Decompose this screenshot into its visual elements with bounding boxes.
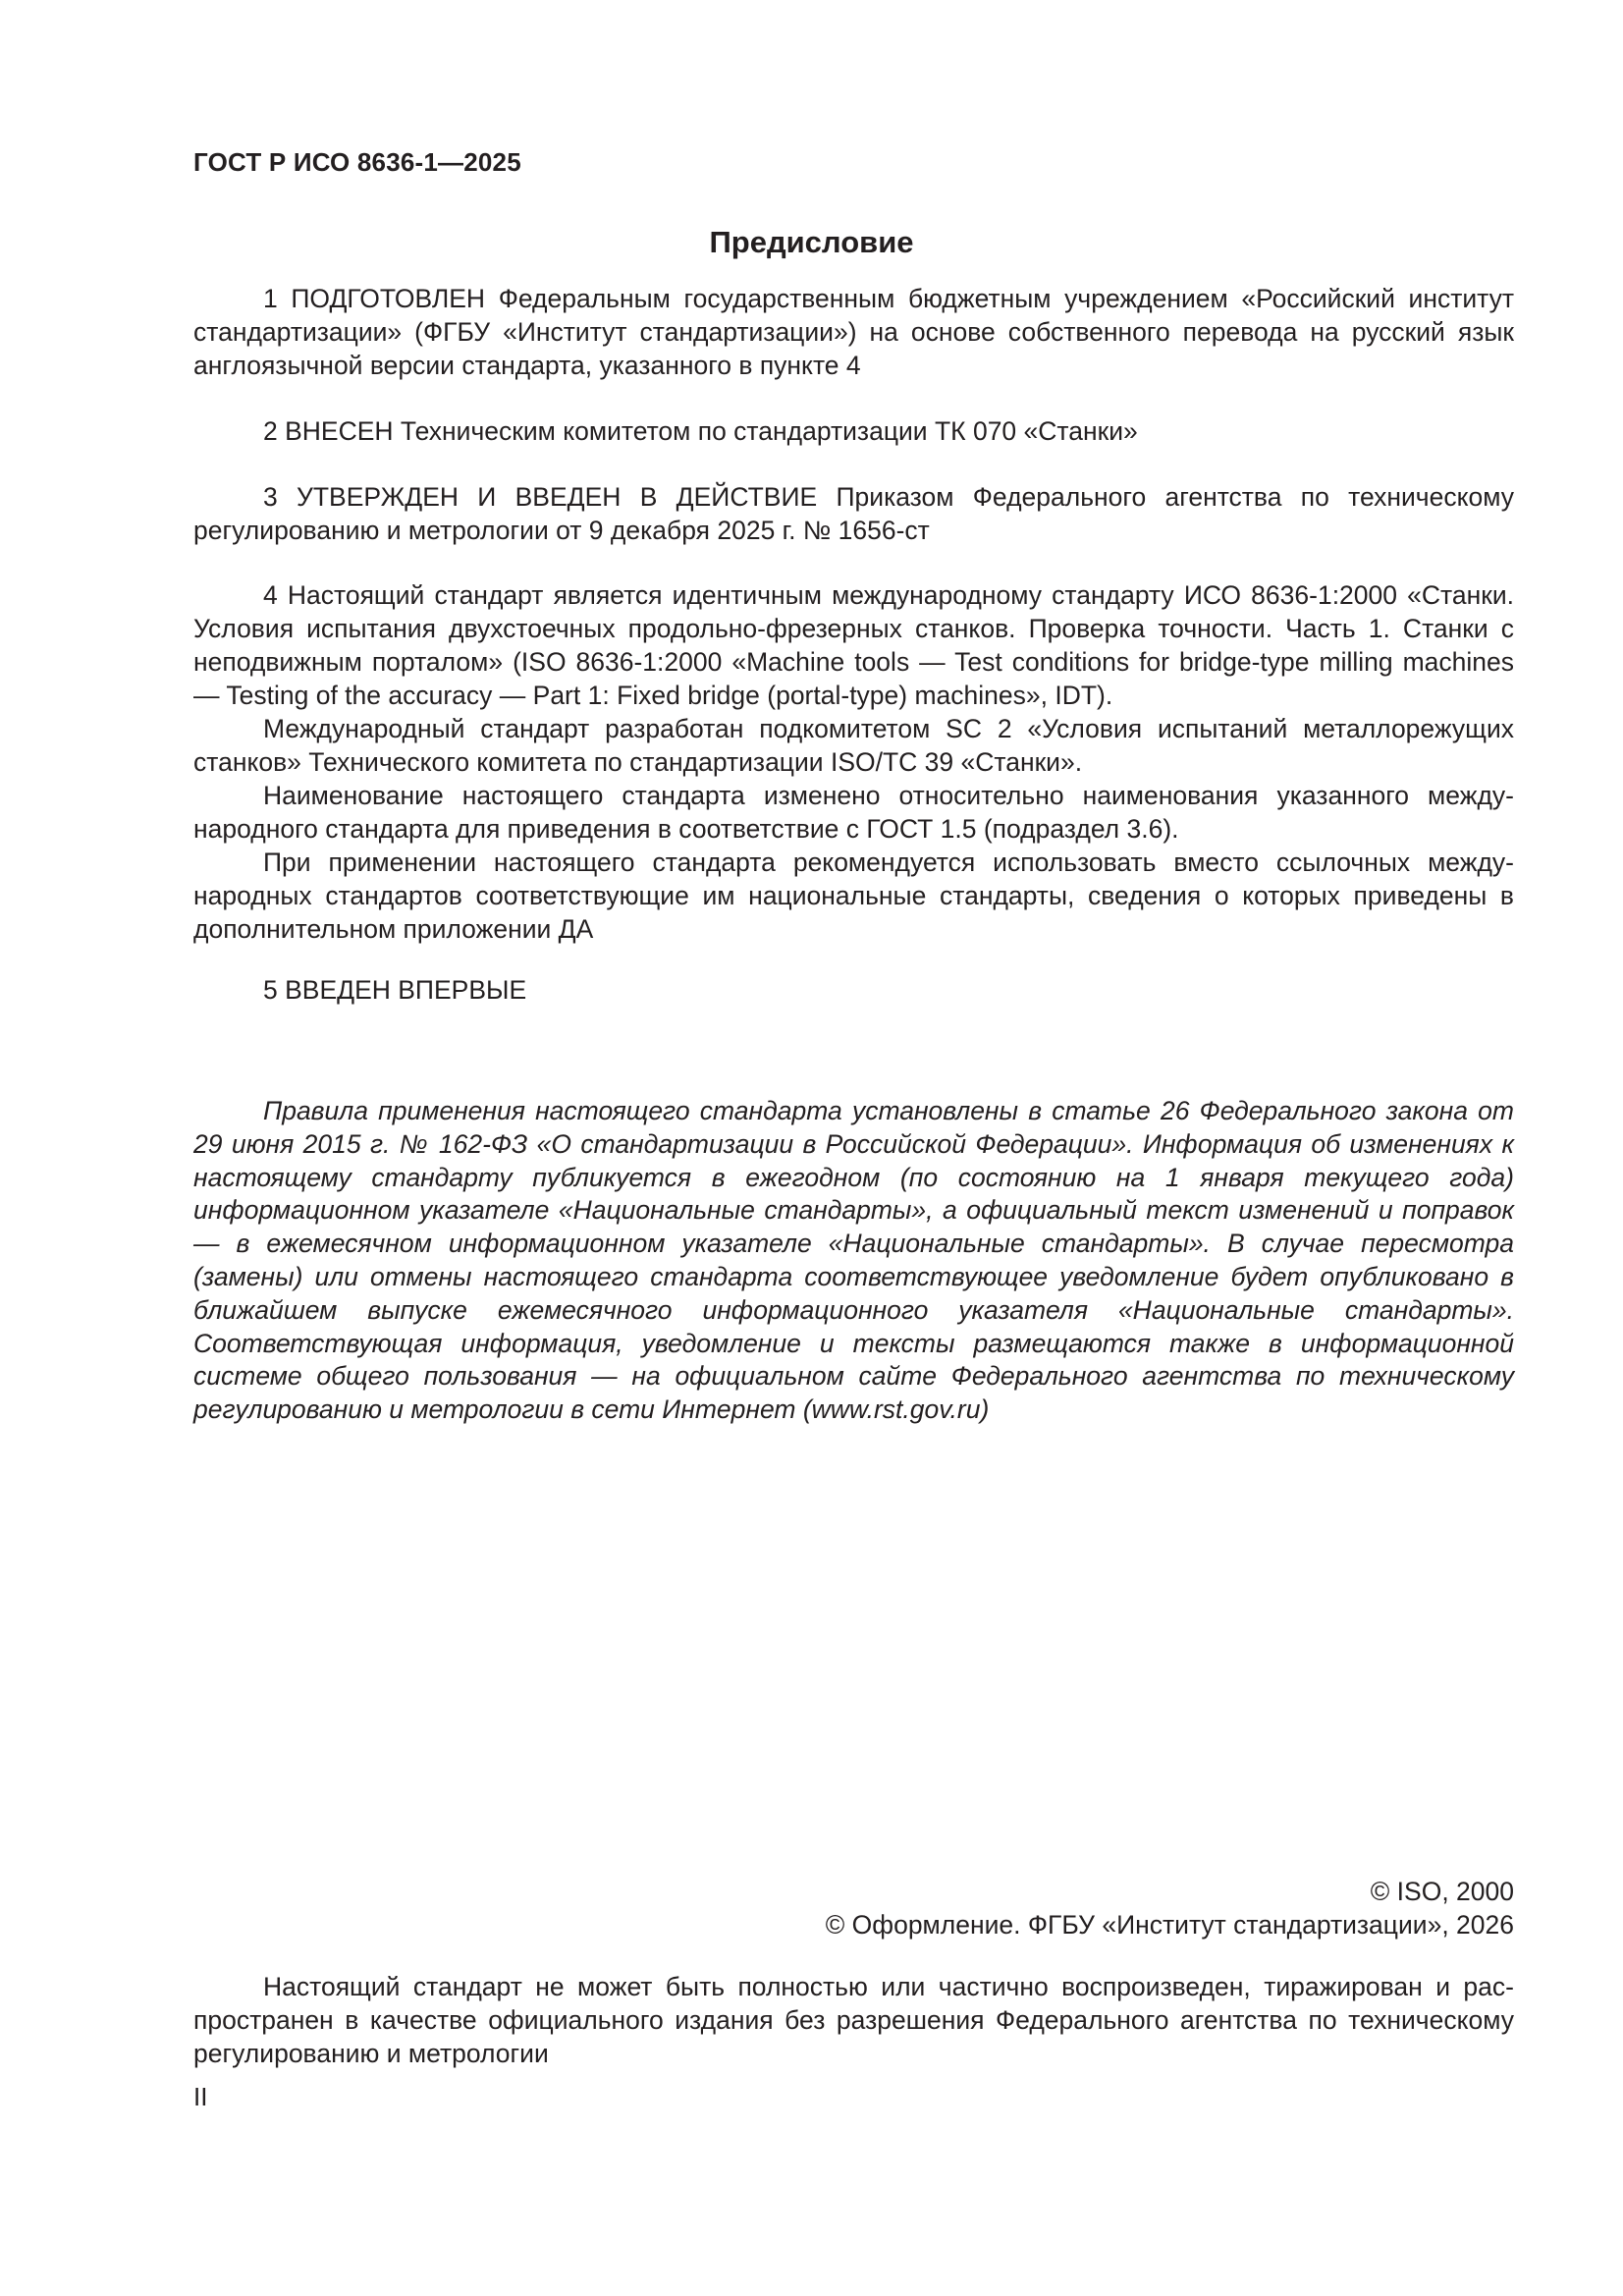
- foreword-item-5: [193, 973, 1514, 1007]
- copyright-block: [826, 1875, 1514, 1941]
- foreword-paragraph: 4 Настоящий стандарт является идентичным международному стандарту ИСО 8636-1:2000 «Станки. Условия испытания двухстоечных продольно-фрезерных станков. Проверка точности. Часть 1. Станки с неподвижным порталом» (ISO 8636-1:2000 «Machine tools — Test conditions for bridge-type milling machines — Testing of the accuracy — Part 1: Fixed bridge (portal-type) machines», IDT).: [193, 580, 1514, 710]
- reproduction-notice: Настоящий стандарт не может быть полностью или частично воспроизведен, тиражирован и распространен в качестве официального издания без разрешения Федерального агентства по техническому регулированию и метрологии: [193, 1972, 1514, 2068]
- foreword-paragraph: 2 ВНЕСЕН Техническим комитетом по стандартизации ТК 070 «Станки»: [263, 416, 1138, 446]
- iso-copyright: © ISO, 2000: [1370, 1877, 1514, 1906]
- foreword-paragraph: 5 ВВЕДЕН ВПЕРВЫЕ: [263, 975, 527, 1005]
- design-copyright: © Оформление. ФГБУ «Институт стандартизации», 2026: [825, 1910, 1514, 1940]
- foreword-item-3: [193, 480, 1514, 547]
- foreword-paragraph: 3 УТВЕРЖДЕН И ВВЕДЕН В ДЕЙСТВИЕ Приказом Федерального агентства по техническому регулированию и метрологии от 9 декабря 2025 г. № 1656-ст: [193, 482, 1514, 545]
- application-rules-note: Правила применения настоящего стандарта установлены в статье 26 Федерального закона от 29 июня 2015 г. № 162-ФЗ «О стандартизации в Российской Федерации». Информация об изменениях к настоящему стандарту публикуется в ежегодном (по состоянию на 1 января текущего года) информационном указателе «Национальные стандарты», а официальный текст изменений и поправок — в ежемесячном информационном указателе «Национальные стандарты». В случае пересмотра (замены) или отмены настоящего стандарта соответствующее уведомление будет опубликовано в ближайшем выпуске ежемесячного информационного указателя «Национальные стандарты». Соответствующая информация, уведомление и тексты размещаются также в информационной системе общего пользования — на официальном сайте Федерального агентства по техническому регулированию и метрологии в сети Интернет (www.rst.gov.ru): [193, 1096, 1514, 1425]
- page-title: Предисловие: [709, 225, 914, 259]
- foreword-item-1: [193, 282, 1514, 382]
- foreword-paragraph: При применении настоящего стандарта рекомендуется использовать вместо ссылочных международных стандартов соответствующие им национальные стандарты, сведения о которых приведены в дополнительном приложении ДА: [193, 847, 1514, 944]
- document-code: ГОСТ Р ИСО 8636-1—2025: [193, 147, 521, 177]
- foreword-paragraph: Международный стандарт разработан подкомитетом SC 2 «Условия испытаний металлорежущих станков» Технического комитета по стандартизации ISO/TC 39 «Станки».: [193, 714, 1514, 777]
- foreword-paragraph: 1 ПОДГОТОВЛЕН Федеральным государственным бюджетным учреждением «Российский институт стандартизации» (ФГБУ «Институт стандартизации») на основе собственного перевода на русский язык англоязычной версии стандарта, указанного в пункте 4: [193, 284, 1514, 380]
- foreword-item-2: [193, 414, 1514, 448]
- foreword-paragraph: Наименование настоящего стандарта изменено относительно наименования указанного международного стандарта для приведения в соответствие с ГОСТ 1.5 (подраздел 3.6).: [193, 781, 1514, 844]
- foreword-item-4: [193, 578, 1514, 946]
- page-number: II: [193, 2082, 208, 2111]
